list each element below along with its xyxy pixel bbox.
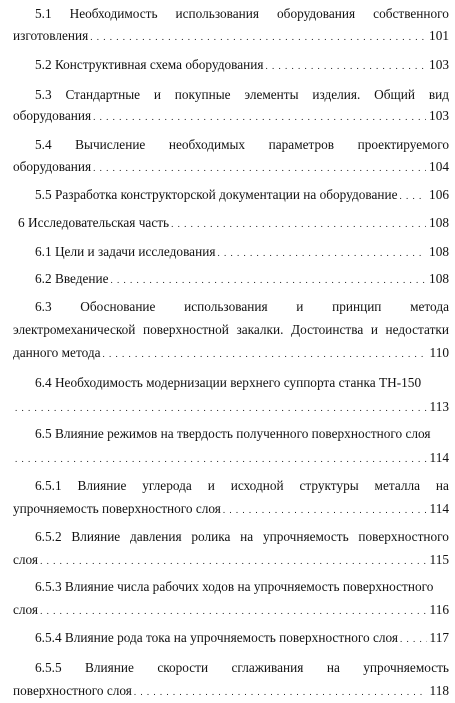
toc-page-number: 118 — [429, 683, 449, 698]
toc-entry-word: вид — [428, 87, 449, 102]
toc-entry-text: 5.2 Конструктивная схема оборудования — [35, 57, 264, 72]
toc-entry-word: недостатки — [385, 322, 449, 337]
toc-entry-text: поверхностного слоя — [13, 683, 132, 698]
dot-leader — [265, 57, 426, 75]
toc-entry-text: 6.4 Необходимость модернизации верхнего суппорта станка ТН-150 — [35, 375, 422, 390]
toc-entry-word: и — [153, 87, 161, 102]
dot-leader — [103, 345, 427, 363]
toc-entry-continuation — [13, 321, 449, 339]
dot-leader — [400, 187, 427, 205]
toc-entry-word: 6.5.1 — [35, 478, 62, 493]
toc-entry-word: параметров — [268, 137, 335, 152]
toc-entry-word: давления — [129, 529, 182, 544]
toc-entry-word: Влияние — [77, 478, 127, 493]
dot-leader — [15, 450, 427, 468]
toc-entry-word: Вычисление — [75, 137, 146, 152]
toc-entry-word: проектируемого — [357, 137, 449, 152]
toc-entry-word: использования — [184, 299, 268, 314]
toc-entry-word: Стандартные — [65, 87, 141, 102]
toc-entry-word: собственного — [373, 6, 449, 21]
toc-entry-word: и — [207, 478, 215, 493]
toc-page-number: 103 — [429, 108, 449, 123]
toc-entry-word: принцип — [332, 299, 382, 314]
toc-entry-word: металла — [374, 478, 421, 493]
toc-page-number: 115 — [429, 552, 449, 567]
dot-leader — [223, 501, 427, 519]
toc-entry-text: 6.5 Влияние режимов на твердость полученного поверхностного слоя — [35, 426, 431, 441]
toc-entry-word: углерода — [142, 478, 192, 493]
dot-leader — [217, 244, 426, 262]
toc-page-number: 113 — [429, 399, 449, 414]
toc-entry-word: исходной — [230, 478, 284, 493]
toc-page-number: 110 — [429, 345, 449, 360]
toc-entry-text: 6 Исследовательская часть — [18, 215, 170, 230]
toc-entry-word: на — [435, 478, 449, 493]
dot-leader — [111, 271, 427, 289]
toc-entry-word: 5.1 — [35, 6, 52, 21]
toc-entry-word: скорости — [157, 660, 209, 675]
dot-leader — [171, 215, 426, 233]
toc-entry-word: 6.3 — [35, 299, 52, 314]
toc-entry-word: 5.4 — [35, 137, 52, 152]
toc-entry-word: закалки. — [236, 322, 284, 337]
toc-entry-word: покупные — [174, 87, 231, 102]
toc-entry-word: метода — [410, 299, 449, 314]
toc-entry-word: Необходимость — [69, 6, 158, 21]
toc-entry-word: Влияние — [85, 660, 134, 675]
toc-page-number: 104 — [429, 159, 449, 174]
toc-page-number: 108 — [429, 271, 449, 286]
toc-entry-word: структуры — [299, 478, 359, 493]
toc-entry-word: Влияние — [71, 529, 121, 544]
dot-leader — [93, 108, 426, 126]
toc-entry-text: слоя — [13, 552, 39, 567]
dot-leader — [90, 28, 426, 46]
toc-entry-text: 5.5 Разработка конструкторской документации на оборудование — [35, 187, 398, 202]
toc-entry-word: 6.5.5 — [35, 660, 62, 675]
toc-entry-word: упрочняемость — [262, 529, 349, 544]
dot-leader — [15, 399, 427, 417]
toc-page-number: 108 — [429, 244, 449, 259]
toc-entry-word: сглаживания — [231, 660, 304, 675]
toc-entry-word: Обоснование — [80, 299, 156, 314]
dot-leader — [134, 683, 427, 701]
toc-entry-word: электромеханической — [13, 322, 136, 337]
toc-entry-word: элементы — [244, 87, 299, 102]
toc-entry-word: изделия. — [312, 87, 361, 102]
toc-entry-text: 6.1 Цели и задачи исследования — [35, 244, 216, 259]
toc-entry-word: 6.5.2 — [35, 529, 62, 544]
toc-entry-word: необходимых — [168, 137, 246, 152]
dot-leader — [40, 552, 426, 570]
toc-entry-text: 6.5.4 Влияние рода тока на упрочняемость поверхностного слоя — [35, 630, 399, 645]
dot-leader — [93, 159, 426, 177]
toc-entry-word: использования — [175, 6, 260, 21]
toc-entry-word: ролика — [191, 529, 231, 544]
dot-leader — [400, 630, 427, 648]
toc-page-number: 103 — [429, 57, 449, 72]
toc-entry-word: 5.3 — [35, 87, 52, 102]
toc-entry-text: оборудования — [13, 108, 92, 123]
toc-entry-text: 6.2 Введение — [35, 271, 109, 286]
toc-page-number: 114 — [429, 450, 449, 465]
toc-entry-text: данного метода — [13, 345, 101, 360]
toc-page-number: 117 — [429, 630, 449, 645]
toc-entry-word: поверхностной — [143, 322, 229, 337]
toc-entry-text: упрочняемость поверхностного слоя — [13, 501, 221, 516]
dot-leader — [40, 602, 426, 620]
toc-entry-text: оборудования — [13, 159, 92, 174]
toc-page-number: 108 — [429, 215, 449, 230]
toc-entry-text: 6.5.3 Влияние числа рабочих ходов на упрочняемость поверхностного — [35, 579, 434, 594]
toc-entry-word: Достоинства — [291, 322, 364, 337]
toc-page-number: 116 — [429, 602, 449, 617]
toc-entry-word: Общий — [374, 87, 416, 102]
toc-page-number: 101 — [429, 28, 449, 43]
toc-entry-word: и — [370, 322, 378, 337]
toc-entry-word: и — [296, 299, 304, 314]
toc-entry-text: слоя — [13, 602, 39, 617]
toc-page-number: 114 — [429, 501, 449, 516]
toc-entry-word: оборудования — [277, 6, 356, 21]
toc-entry-word: поверхностного — [358, 529, 449, 544]
toc-entry-word: на — [240, 529, 254, 544]
toc-entry-word: упрочняемость — [363, 660, 449, 675]
toc-page-number: 106 — [429, 187, 449, 202]
toc-entry-text: изготовления — [13, 28, 89, 43]
toc-entry-word: на — [326, 660, 340, 675]
